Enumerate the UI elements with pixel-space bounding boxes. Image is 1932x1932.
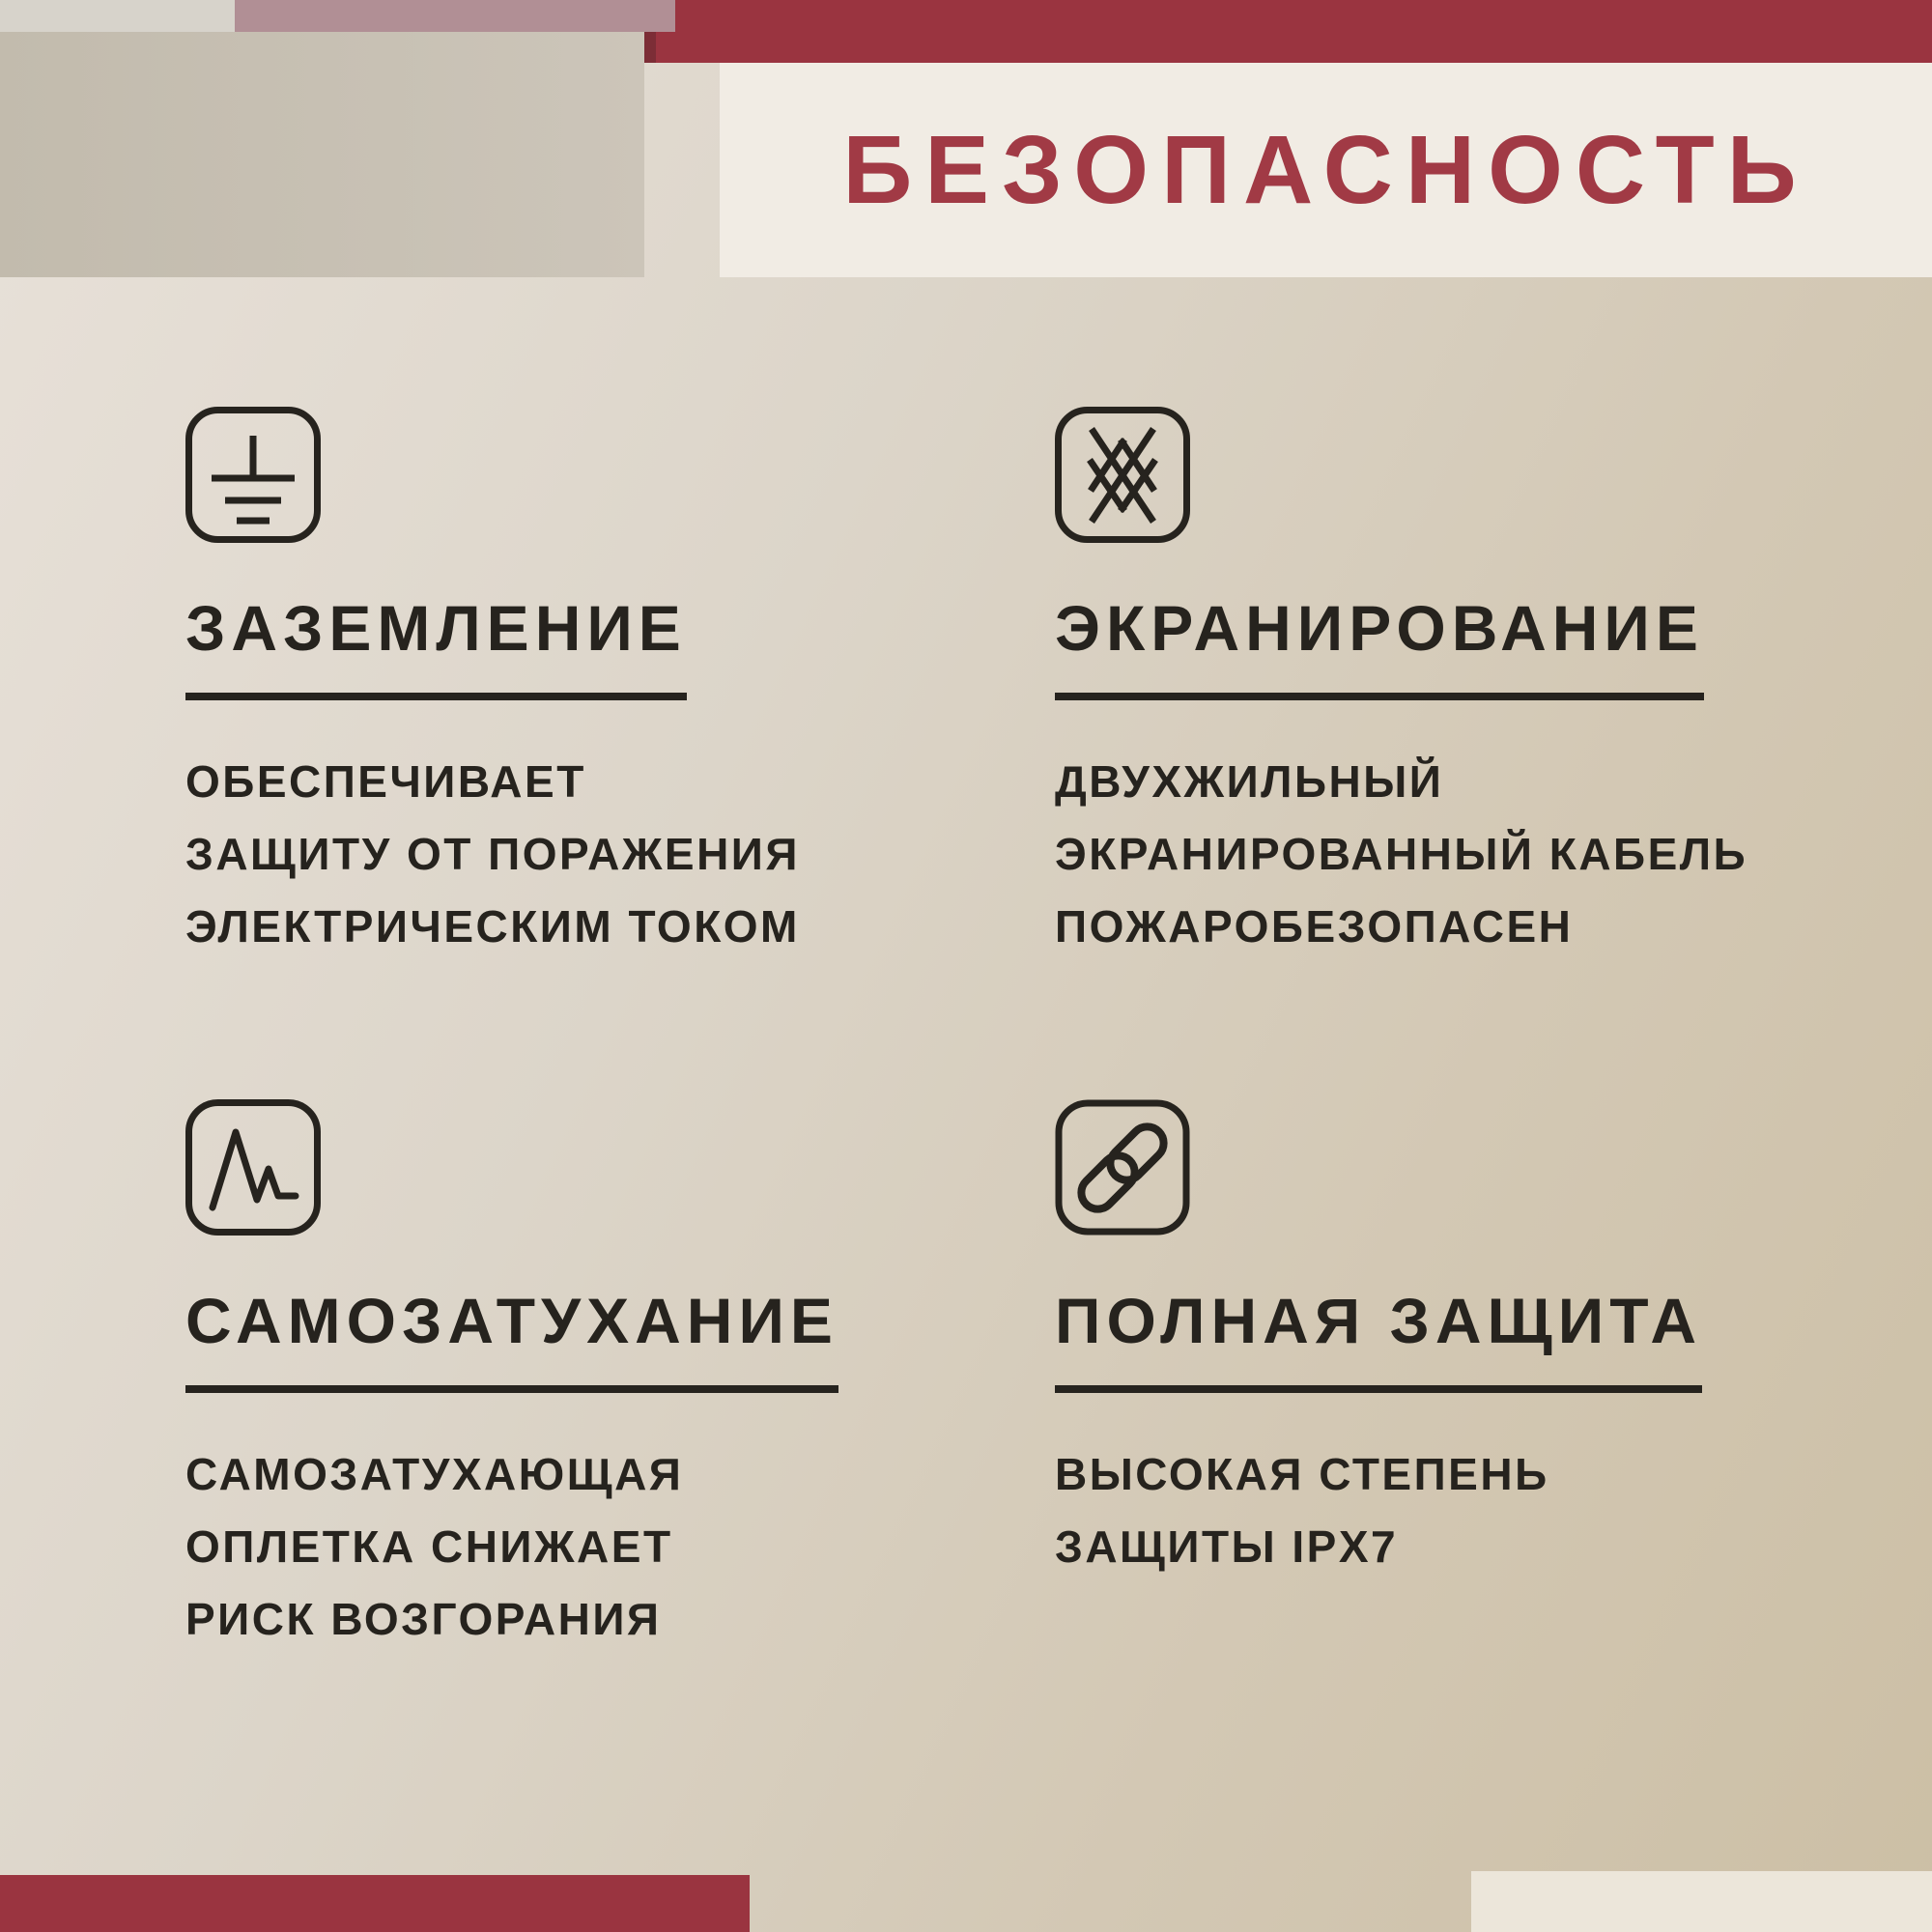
header-mauve-block (235, 0, 675, 32)
feature-line: ЭЛЕКТРИЧЕСКИМ ТОКОМ (185, 901, 800, 952)
feature-heading: ЗАЗЕМЛЕНИЕ (185, 596, 687, 700)
feature-line: ЗАЩИТУ ОТ ПОРАЖЕНИЯ (185, 829, 800, 879)
feature-heading: САМОЗАТУХАНИЕ (185, 1289, 838, 1393)
title-banner (720, 63, 1932, 277)
footer-red-bar (0, 1875, 750, 1932)
link-icon (1055, 1099, 1190, 1236)
feature-card-self-extinguishing (185, 1099, 1007, 1776)
ground-icon (185, 407, 321, 543)
feature-line: ВЫСОКАЯ СТЕПЕНЬ (1055, 1449, 1549, 1499)
feature-card-shielding (1055, 407, 1876, 1083)
feature-description (1055, 746, 1747, 963)
mesh-icon (1055, 407, 1190, 543)
feature-heading: ПОЛНАЯ ЗАЩИТА (1055, 1289, 1702, 1393)
feature-line: ОПЛЕТКА СНИЖАЕТ (185, 1521, 673, 1572)
feature-line: ОБЕСПЕЧИВАЕТ (185, 756, 586, 807)
feature-description (185, 1438, 683, 1656)
feature-line: ДВУХЖИЛЬНЫЙ (1055, 756, 1444, 807)
feature-line: РИСК ВОЗГОРАНИЯ (185, 1594, 662, 1644)
pulse-icon (185, 1099, 321, 1236)
feature-description (185, 746, 800, 963)
feature-line: ЭКРАНИРОВАННЫЙ КАБЕЛЬ (1055, 829, 1748, 879)
feature-card-grounding (185, 407, 1007, 1083)
header-gray-block (0, 32, 644, 277)
header-gray-strip (0, 0, 235, 32)
feature-card-full-protection (1055, 1099, 1876, 1776)
feature-line: ЗАЩИТЫ IPX7 (1055, 1521, 1399, 1572)
feature-heading: ЭКРАНИРОВАНИЕ (1055, 596, 1704, 700)
feature-line: ПОЖАРОБЕЗОПАСЕН (1055, 901, 1574, 952)
page-title: БЕЗОПАСНОСТЬ (842, 116, 1809, 224)
header-red-bar (656, 0, 1932, 63)
feature-line: САМОЗАТУХАЮЩАЯ (185, 1449, 684, 1499)
footer-cream-block (1471, 1871, 1932, 1932)
feature-description (1055, 1438, 1549, 1583)
